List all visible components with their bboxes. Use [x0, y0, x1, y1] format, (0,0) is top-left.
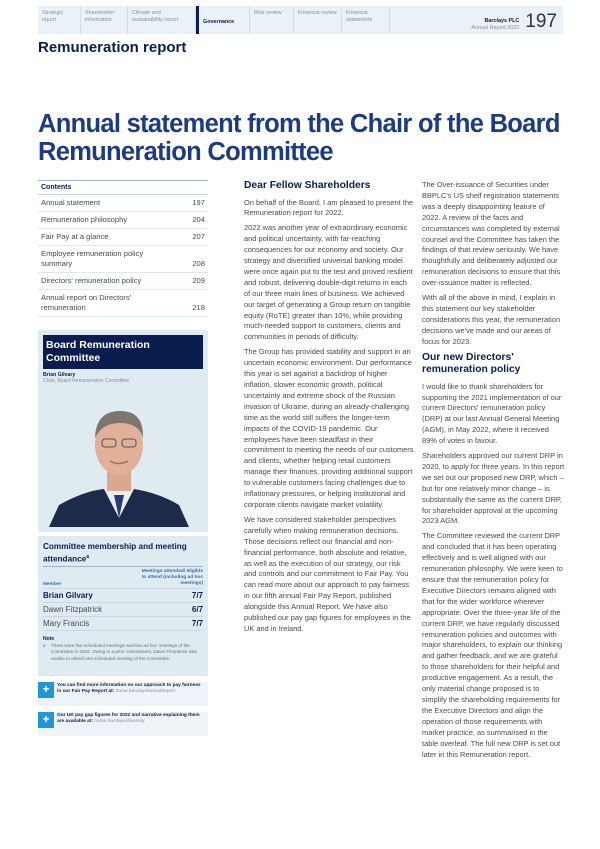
chair-name: Brian Gilvary — [43, 372, 76, 378]
nav-tab-climate[interactable]: Climate and sustainability report — [128, 6, 196, 34]
contents-item[interactable] — [38, 290, 208, 317]
plus-icon: + — [38, 712, 54, 728]
report-brand — [471, 6, 525, 34]
contents-title: Contents — [38, 180, 208, 195]
contents-item-label: Remuneration philosophy — [41, 215, 128, 224]
paragraph: The Over-issuance of Securities under BBPLC's US shelf registration statements was a deeply disappointing feature of 2022. A review of the facts and circumstances was completed by external counsel and the Committee has taken the findings of that review seriously. We have thoughtfully and deliberately adjusted our remuneration decisions to ensure that this over-issuance matter is reflected. — [422, 180, 561, 288]
nav-tab-risk-review[interactable]: Risk review — [250, 6, 294, 34]
contents-item-label: Directors' remuneration policy — [41, 276, 142, 285]
member-name: Dawn Fitzpatrick — [43, 604, 103, 614]
contents-item[interactable] — [38, 229, 208, 246]
membership-table — [43, 589, 203, 631]
contents-item-page: 207 — [192, 232, 205, 241]
nav-tab-financial-review[interactable]: Financial review — [294, 6, 342, 34]
nav-tab-financial-statements[interactable]: Financial statements — [342, 6, 390, 34]
page-number: 197 — [525, 11, 557, 32]
paragraph: We have considered stakeholder perspectives carefully when making remuneration decisions. Those decisions reflect our financial and non-financial performance, both absolute and relative, as well as the execution of our strategy, our risk and controls and our commitment to Fair Pay. You can read more about our approach to pay fairness in our fifth annual Fair Pay Report, published alongside this Annual Report. We have also published our pay gap figures for employees in the UK and in Ireland. — [244, 514, 411, 633]
contents-item-label: Fair Pay at a glance — [41, 232, 109, 241]
plus-icon: + — [38, 682, 54, 698]
paragraph: The Committee reviewed the current DRP and concluded that it has been operating effectively and is well aligned with our remuneration philosophy. We were keen to ensure that the remuneration policy for Executive Directors remains aligned with that for the wider workforce wherever appropriate. Over the three-year life of the current DRP, we have regularly discussed remuneration policies and outcomes with major shareholders, to explain our thinking and gather feedback, and we are grateful to those shareholders for their helpful and productive engagement. As a result, the only material change proposed is to simplify the shareholding requirements for the Executive Directors and align the operation of those requirements with market practice, as summarised in the table overleaf. The full new DRP is set out later in this Remuneration report. — [422, 531, 563, 759]
contents-item-page: 197 — [192, 198, 205, 207]
paragraph: The Group has provided stability and support in an uncertain economic environment. Our performance this year is set against a backdrop of higher inflation, slower economic growth, political uncertainty and extreme shock of the Russian invasion of Ukraine, during an already-challenging time as the world still suffers the longer-term impacts of the COVID-19 pandemic. Our employees have been steadfast in their commitment to meeting the needs of our customers and clients, whether helping retail customers manage their finances, providing additional support to vulnerable customers facing challenges due to inflationary pressures, or helping institutional and corporate clients navigate market volatility. — [244, 347, 414, 509]
member-row — [43, 603, 203, 617]
note-label: Note — [43, 635, 55, 642]
contents-list — [38, 195, 208, 317]
chair-portrait-photo — [44, 393, 194, 527]
attendance-value: 6/7 — [191, 604, 203, 614]
letter-heading: Dear Fellow Shareholders — [244, 180, 371, 191]
paragraph: Shareholders approved our current DRP in 2020, to apply for three years. In this report we set out our proposed new DRP, which – but for one relatively minor change – is substantially the same as the current DRP, for shareholder approval at the upcoming 2023 AGM. — [422, 451, 565, 526]
contents-item[interactable] — [38, 273, 208, 290]
chair-role: Chair, Board Remuneration Committee — [43, 378, 130, 384]
diversity-link[interactable]: home.barclays/diversity — [94, 719, 145, 725]
fair-pay-link[interactable]: home.barclays/annualreport — [115, 689, 176, 695]
section-title: Remuneration report — [38, 39, 187, 56]
drp-heading: Our new Directors' remuneration policy — [422, 351, 521, 376]
nav-tab-shareholder-information[interactable]: Shareholder information — [81, 6, 128, 34]
membership-title: Committee membership and meeting attendance$^a$ — [43, 541, 203, 567]
report-subtitle: Annual Report 2022 — [471, 24, 520, 31]
paragraph: 2022 was another year of extraordinary economic and political uncertainty, with far-reaching consequences for our economy and society. Our strategy and diversified universal banking model were once again put to the test and proved resilient and robust, delivering double-digit returns in each of our three main lines of business. We achieved our target of generating a Group return on tangible equity (RoTE) greater than 10%, while providing much-needed support to customers, clients and communities in periods of difficulty. — [244, 223, 413, 342]
contents-item-page: 218 — [192, 303, 205, 312]
brand-name: Barclays PLC — [484, 18, 520, 24]
contents-item-label: Annual statement — [41, 198, 101, 207]
letter-column-1 — [244, 180, 414, 639]
member-row — [43, 617, 203, 631]
contents-item-label: Annual report on Directors' remuneration — [41, 293, 132, 312]
meetings-column-header: Meetings attended/ eligible to attend (including ad hoc meetings) — [141, 568, 203, 586]
page-title: Annual statement from the Chair of the Board Remuneration Committee — [38, 110, 560, 166]
top-navigation — [38, 6, 563, 34]
contents-item-page: 204 — [192, 215, 205, 224]
contents-item[interactable] — [38, 246, 208, 273]
membership-panel — [38, 536, 208, 676]
paragraph: I would like to thank shareholders for supporting the 2021 implementation of our current Directors' remuneration policy (DRP) at our last Annual General Meeting (AGM), in May 2022, where it received 89% of votes in favour. — [422, 381, 562, 446]
member-name: Mary Francis — [43, 618, 90, 628]
nav-tab-strategic-report[interactable]: Strategic report — [38, 6, 81, 34]
member-name: Brian Gilvary — [43, 590, 93, 600]
membership-table-header — [43, 567, 203, 589]
contents-item-label: Employee remuneration policy summary — [41, 249, 144, 268]
member-row — [43, 589, 203, 603]
note: a There were five scheduled meetings and two ad hoc meetings of the Committee in 2022. Owing to a prior commitment, Dawn Fitzpatrick was unable to attend one scheduled meeting of the Committee. — [43, 642, 197, 661]
committee-title: Board Remuneration Committee — [43, 335, 203, 369]
attendance-value: 7/7 — [191, 590, 203, 600]
callout-pay-gap: + Our UK pay gap figures for 2022 and narrative explaining them are available at: home.barclays/diversity — [38, 712, 208, 736]
nav-tab-governance[interactable]: Governance — [196, 6, 250, 34]
callout-fair-pay: + You can find more information on our approach to pay fairness in our Fair Pay Report at: home.barclays/annualreport — [38, 682, 208, 706]
contents-item-page: 209 — [192, 276, 205, 285]
member-column-header: Member — [43, 581, 62, 587]
contents-item[interactable] — [38, 212, 208, 229]
left-column — [38, 180, 208, 736]
paragraph: On behalf of the Board, I am pleased to present the Remuneration report for 2022. — [244, 197, 414, 218]
contents-item[interactable] — [38, 195, 208, 212]
contents-item-page: 208 — [192, 259, 205, 268]
paragraph: With all of the above in mind, I explain in this statement our key stakeholder considerations this year, the remuneration decisions we've made and our areas of focus for 2023. — [422, 293, 561, 346]
attendance-value: 7/7 — [191, 618, 203, 628]
committee-panel — [38, 330, 208, 532]
letter-column-2 — [422, 180, 565, 764]
